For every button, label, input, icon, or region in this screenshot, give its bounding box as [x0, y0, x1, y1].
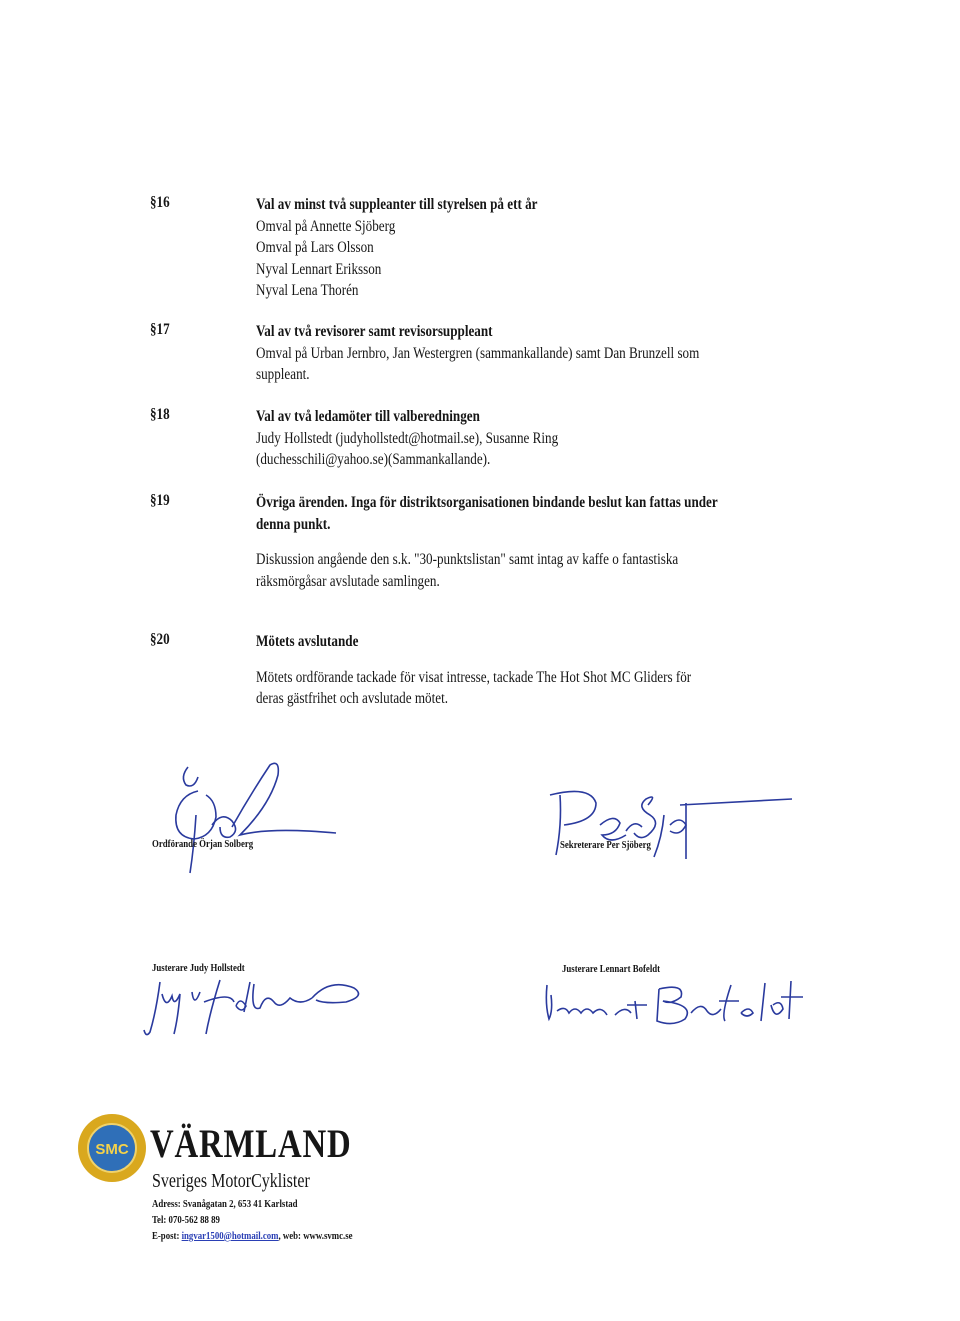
chair-signature [150, 755, 350, 875]
email-link[interactable]: ingvar1500@hotmail.com [181, 1230, 279, 1242]
section-body [256, 406, 790, 471]
section-body [256, 631, 790, 710]
section-line: (duchesschili@yahoo.se)(Sammankallande). [256, 451, 491, 468]
section-title: Val av två revisorer samt revisorsuppleant [256, 323, 493, 340]
adjuster1-label: Justerare Judy Hollstedt [152, 962, 245, 974]
chair-label: Ordförande Örjan Solberg [152, 838, 254, 850]
section-line: deras gästfrihet och avslutade mötet. [256, 690, 448, 707]
email-prefix: E-post: [152, 1230, 180, 1242]
section-number: §18 [150, 406, 170, 423]
adjuster1-signature [140, 972, 370, 1042]
address: Adress: Svanågatan 2, 653 41 Karlstad [152, 1198, 298, 1210]
web-link[interactable]: www.svmc.se [303, 1230, 353, 1242]
section-line: Nyval Lena Thorén [256, 282, 359, 299]
section-title: Val av minst två suppleanter till styrelsen på ett år [256, 196, 538, 213]
org-subtitle: Sveriges MotorCyklister [152, 1170, 310, 1192]
section-line: Diskussion angående den s.k. "30-punktslistan" samt intag av kaffe o fantastiska [256, 551, 679, 568]
org-title: VÄRMLAND [150, 1121, 352, 1166]
section-title: Val av två ledamöter till valberedningen [256, 408, 480, 425]
section-title: denna punkt. [256, 515, 331, 533]
section-number: §20 [150, 631, 170, 648]
secretary-label: Sekreterare Per Sjöberg [560, 839, 651, 851]
section-line: Omval på Urban Jernbro, Jan Westergren (sammankallande) samt Dan Brunzell som [256, 344, 700, 362]
section-number: §16 [150, 194, 170, 211]
adjuster2-label: Justerare Lennart Bofeldt [562, 963, 661, 975]
section-body [256, 492, 790, 592]
secretary-signature [530, 775, 800, 865]
section-body [256, 321, 790, 386]
section-line: Omval på Lars Olsson [256, 239, 374, 256]
contact-line [152, 1230, 353, 1242]
section-title: Mötets avslutande [256, 633, 359, 650]
section-number: §17 [150, 321, 170, 338]
adjuster2-signature [535, 975, 810, 1055]
logo-text: SMC [95, 1141, 129, 1158]
section-line: Omval på Annette Sjöberg [256, 217, 396, 235]
web-prefix: , web: [278, 1230, 301, 1242]
phone: Tel: 070-562 88 89 [152, 1214, 220, 1226]
smc-logo [76, 1112, 148, 1184]
section-line: Mötets ordförande tackade för visat intresse, tackade The Hot Shot MC Gliders för [256, 668, 692, 686]
section-body [256, 194, 790, 302]
section-line: Judy Hollstedt (judyhollstedt@hotmail.se), Susanne Ring [256, 429, 559, 447]
section-number: §19 [150, 492, 170, 509]
section-line: suppleant. [256, 366, 310, 383]
section-line: räksmörgåsar avslutade samlingen. [256, 572, 440, 590]
section-title: Övriga ärenden. Inga för distriktsorganisationen bindande beslut kan fattas under [256, 494, 718, 511]
section-line: Nyval Lennart Eriksson [256, 260, 382, 278]
